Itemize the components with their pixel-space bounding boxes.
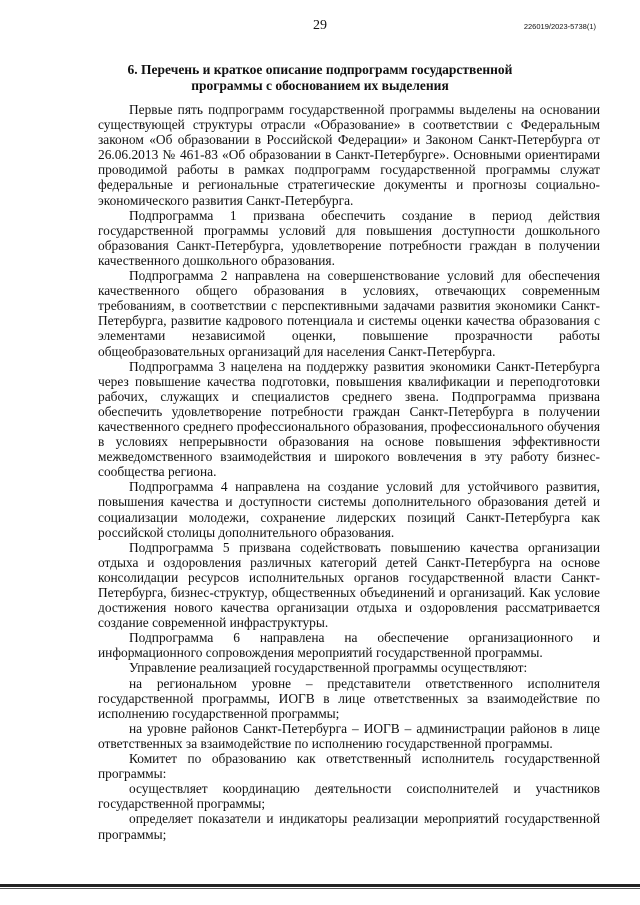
section-heading — [110, 62, 530, 94]
bottom-rule-thin — [0, 888, 640, 889]
bottom-rule — [0, 884, 640, 887]
paragraph-committee: Комитет по образованию как ответственный исполнитель государственной программы: — [98, 751, 600, 782]
section-heading-line-1: 6. Перечень и краткое описание подпрограмм государственной — [127, 62, 513, 77]
paragraph-subprogram-3: Подпрограмма 3 нацелена на поддержку развития экономики Санкт-Петербурга через повышение качества подготовки, повышения квалификации и переподготовки рабочих, служащих и специалистов среднего звена. Подпрограмма призвана обеспечить удовлетворение потребности граждан Санкт-Петербурга в получении качественного среднего профессионального образования, профессионального обучения в условиях непрерывности образования на основе повышения эффективности межведомственного взаимодействия и широкого вовлечения в эту работу бизнес-сообщества региона. — [98, 358, 600, 480]
paragraph-intro: Первые пять подпрограмм государственной программы выделены на основании существующей структуры отрасли «Образование» в соответствии с Федеральным законом «Об образовании в Российской Федерации» и Законом Санкт-Петербурга от 26.06.2013 № 461-83 «Об образовании в Санкт-Петербурге». Основными ориентирами проводимой работы в рамках подпрограмм государственной программы служат федеральные и региональные стратегические документы и прогнозы социально-экономического развития Санкт-Петербурга. — [98, 102, 600, 208]
section-heading-line-2: программы с обоснованием их выделения — [191, 78, 449, 93]
paragraph-district-level: на уровне районов Санкт-Петербурга – ИОГВ – администрации районов в лице ответственных за взаимодействие по исполнению государственной программы. — [98, 720, 600, 751]
page-number: 29 — [313, 18, 327, 33]
paragraph-subprogram-5: Подпрограмма 5 призвана содействовать повышению качества организации отдыха и оздоровления различных категорий детей Санкт-Петербурга на основе консолидации ресурсов исполнительных органов государственной власти Санкт-Петербурга, бизнес-структур, общественных объединений и организаций. Как условие достижения нового качества организации отдыха и оздоровления рассматривается создание современной инфраструктуры. — [98, 539, 600, 631]
paragraph-subprogram-1: Подпрограмма 1 призвана обеспечить создание в период действия государственной программы условий для повышения доступности дошкольного образования Санкт-Петербурга, удовлетворение потребности граждан в получении качественного дошкольного образования. — [98, 207, 600, 268]
document-body — [98, 102, 600, 842]
paragraph-subprogram-2: Подпрограмма 2 направлена на совершенствование условий для обеспечения качественного общего образования в условиях, отвечающих современным требованиям, в соответствии с перспективными задачами развития экономики Санкт-Петербурга, развитие кадрового потенциала и системы оценки качества образования с элементами независимой оценки, повышение прозрачности работы общеобразовательных организаций для населения Санкт-Петербурга. — [98, 268, 600, 359]
paragraph-subprogram-6: Подпрограмма 6 направлена на обеспечение организационного и информационного сопровождения мероприятий государственной программы. — [98, 630, 600, 661]
paragraph-indicators: определяет показатели и индикаторы реализации мероприятий государственной программы; — [98, 811, 600, 842]
document-id: 226019/2023-5738(1) — [523, 22, 596, 31]
paragraph-coordination: осуществляет координацию деятельности соисполнителей и участников государственной программы; — [98, 781, 600, 812]
paragraph-management: Управление реализацией государственной программы осуществляют: — [129, 660, 528, 676]
paragraph-regional-level: на региональном уровне – представители ответственного исполнителя государственной программы, ИОГВ в лице ответственных за взаимодействие по исполнению государственной программы; — [98, 675, 600, 721]
paragraph-subprogram-4: Подпрограмма 4 направлена на создание условий для устойчивого развития, повышения качества и доступности системы дополнительного образования детей и социализации молодежи, сохранение лидерских позиций Санкт-Петербурга как российской столицы дополнительного образования. — [98, 479, 600, 540]
